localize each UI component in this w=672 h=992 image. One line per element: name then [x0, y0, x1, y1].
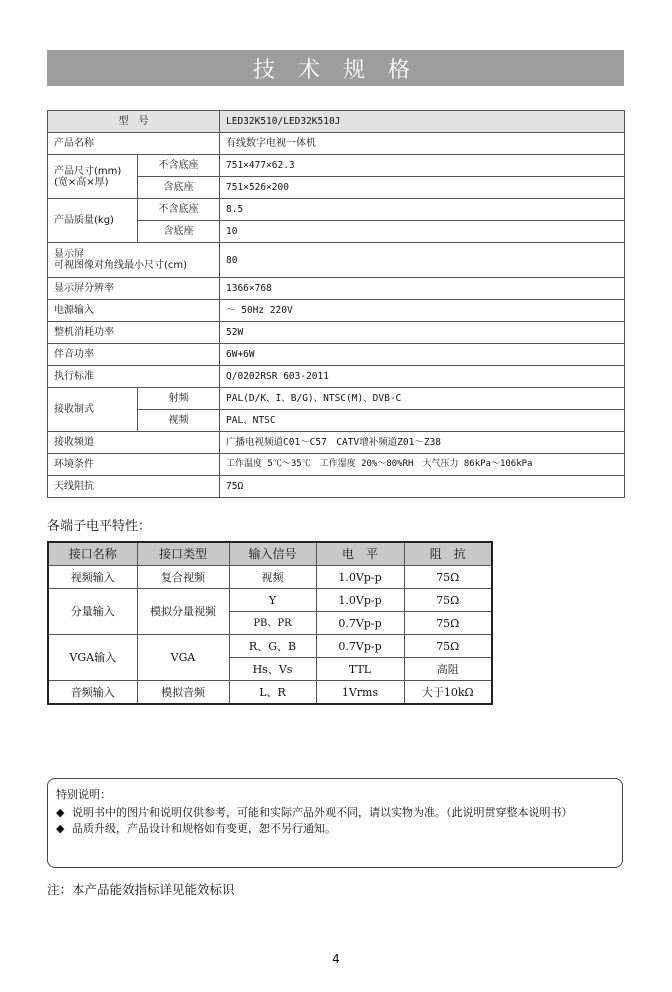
channel-value: 广播电视频道C01～C57 CATV增补频道Z01～Z38 — [220, 432, 625, 454]
name-value: 有线数字电视一体机 — [220, 133, 625, 155]
resolution-label: 显示屏分辨率 — [48, 278, 220, 300]
cell: 1Vrms — [316, 681, 404, 705]
table-row — [48, 322, 625, 344]
cell: 大于10kΩ — [404, 681, 492, 705]
cell: Hs、Vs — [229, 658, 316, 681]
weight-without-label: 不含底座 — [138, 199, 220, 221]
terminal-table — [47, 541, 493, 705]
antenna-value: 75Ω — [220, 476, 625, 498]
cell: 音频输入 — [48, 681, 137, 705]
list-item — [56, 821, 614, 837]
channel-label: 接收频道 — [48, 432, 220, 454]
table-row — [48, 300, 625, 322]
table-row — [48, 681, 492, 705]
header-impedance: 阻 抗 — [404, 542, 492, 566]
audio-value: 6W+6W — [220, 344, 625, 366]
cell: 0.7Vp-p — [316, 612, 404, 635]
table-header-row — [48, 542, 492, 566]
energy-label-note: 注：本产品能效指标详见能效标识 — [47, 882, 235, 897]
env-label: 环境条件 — [48, 454, 220, 476]
cell: 75Ω — [404, 612, 492, 635]
diamond-bullet-icon: ◆ — [56, 822, 65, 835]
cell: 视频 — [229, 566, 316, 589]
model-label: 型 号 — [48, 111, 220, 133]
table-row — [48, 155, 625, 177]
cell: 1.0Vp-p — [316, 566, 404, 589]
table-row — [48, 566, 492, 589]
page-number: 4 — [332, 952, 340, 966]
header-name: 接口名称 — [48, 542, 137, 566]
note-text-2: 品质升级，产品设计和规格如有变更，恕不另行通知。 — [72, 822, 336, 835]
notes-title: 特别说明： — [56, 788, 111, 801]
cell: VGA — [137, 635, 229, 681]
note-text-1: 说明书中的图片和说明仅供参考，可能和实际产品外观不同，请以实物为准。（此说明贯穿整本说明书） — [72, 806, 573, 819]
rf-value: PAL(D/K、I、B/G)、NTSC(M)、DVB-C — [220, 388, 625, 410]
consumption-label: 整机消耗功率 — [48, 322, 220, 344]
video-label: 视频 — [138, 410, 220, 432]
env-value: 工作温度 5℃～35℃ 工作湿度 20%～80%RH 大气压力 86kPa～106kPa — [220, 454, 625, 476]
table-row — [48, 133, 625, 155]
table-row — [48, 589, 492, 612]
table-row — [48, 635, 492, 658]
screen-value: 80 — [220, 243, 625, 278]
cell: TTL — [316, 658, 404, 681]
table-row — [48, 243, 625, 278]
weight-with-label: 含底座 — [138, 221, 220, 243]
table-row — [48, 454, 625, 476]
list-item — [56, 805, 614, 821]
cell: VGA输入 — [48, 635, 137, 681]
diamond-bullet-icon: ◆ — [56, 806, 65, 819]
weight-label: 产品质量(kg) — [48, 199, 138, 243]
table-row — [48, 388, 625, 410]
cell: 0.7Vp-p — [316, 635, 404, 658]
cell: PB、PR — [229, 612, 316, 635]
standard-label: 执行标准 — [48, 366, 220, 388]
table-row — [48, 366, 625, 388]
power-label: 电源输入 — [48, 300, 220, 322]
cell: 75Ω — [404, 589, 492, 612]
page-title: 技 术 规 格 — [47, 50, 624, 86]
antenna-label: 天线阻抗 — [48, 476, 220, 498]
table-row — [48, 432, 625, 454]
cell: 75Ω — [404, 566, 492, 589]
terminal-section-title: 各端子电平特性： — [47, 519, 152, 534]
cell: 视频输入 — [48, 566, 137, 589]
cell: 高阻 — [404, 658, 492, 681]
table-row — [48, 344, 625, 366]
power-value: ～ 50Hz 220V — [220, 300, 625, 322]
spec-table — [47, 110, 625, 498]
cell: 分量输入 — [48, 589, 137, 635]
cell: L、R — [229, 681, 316, 705]
cell: 75Ω — [404, 635, 492, 658]
standard-value: Q/0202RSR 603-2011 — [220, 366, 625, 388]
consumption-value: 52W — [220, 322, 625, 344]
screen-label: 显示屏 可视图像对角线最小尺寸(cm) — [48, 243, 220, 278]
audio-label: 伴音功率 — [48, 344, 220, 366]
size-without-label: 不含底座 — [138, 155, 220, 177]
size-label: 产品尺寸(mm) (宽×高×厚) — [48, 155, 138, 199]
name-label: 产品名称 — [48, 133, 220, 155]
table-row — [48, 476, 625, 498]
size-with-value: 751×526×200 — [220, 177, 625, 199]
cell: 模拟音频 — [137, 681, 229, 705]
header-type: 接口类型 — [137, 542, 229, 566]
weight-without-value: 8.5 — [220, 199, 625, 221]
table-row — [48, 111, 625, 133]
weight-with-value: 10 — [220, 221, 625, 243]
table-row — [48, 278, 625, 300]
resolution-value: 1366×768 — [220, 278, 625, 300]
recv-label: 接收制式 — [48, 388, 138, 432]
video-value: PAL、NTSC — [220, 410, 625, 432]
header-level: 电 平 — [316, 542, 404, 566]
table-row — [48, 199, 625, 221]
header-signal: 输入信号 — [229, 542, 316, 566]
size-with-label: 含底座 — [138, 177, 220, 199]
rf-label: 射频 — [138, 388, 220, 410]
special-notes-box — [47, 778, 623, 868]
cell: Y — [229, 589, 316, 612]
cell: 复合视频 — [137, 566, 229, 589]
cell: 1.0Vp-p — [316, 589, 404, 612]
cell: 模拟分量视频 — [137, 589, 229, 635]
model-value: LED32K510/LED32K510J — [220, 111, 625, 133]
cell: R、G、B — [229, 635, 316, 658]
size-without-value: 751×477×62.3 — [220, 155, 625, 177]
